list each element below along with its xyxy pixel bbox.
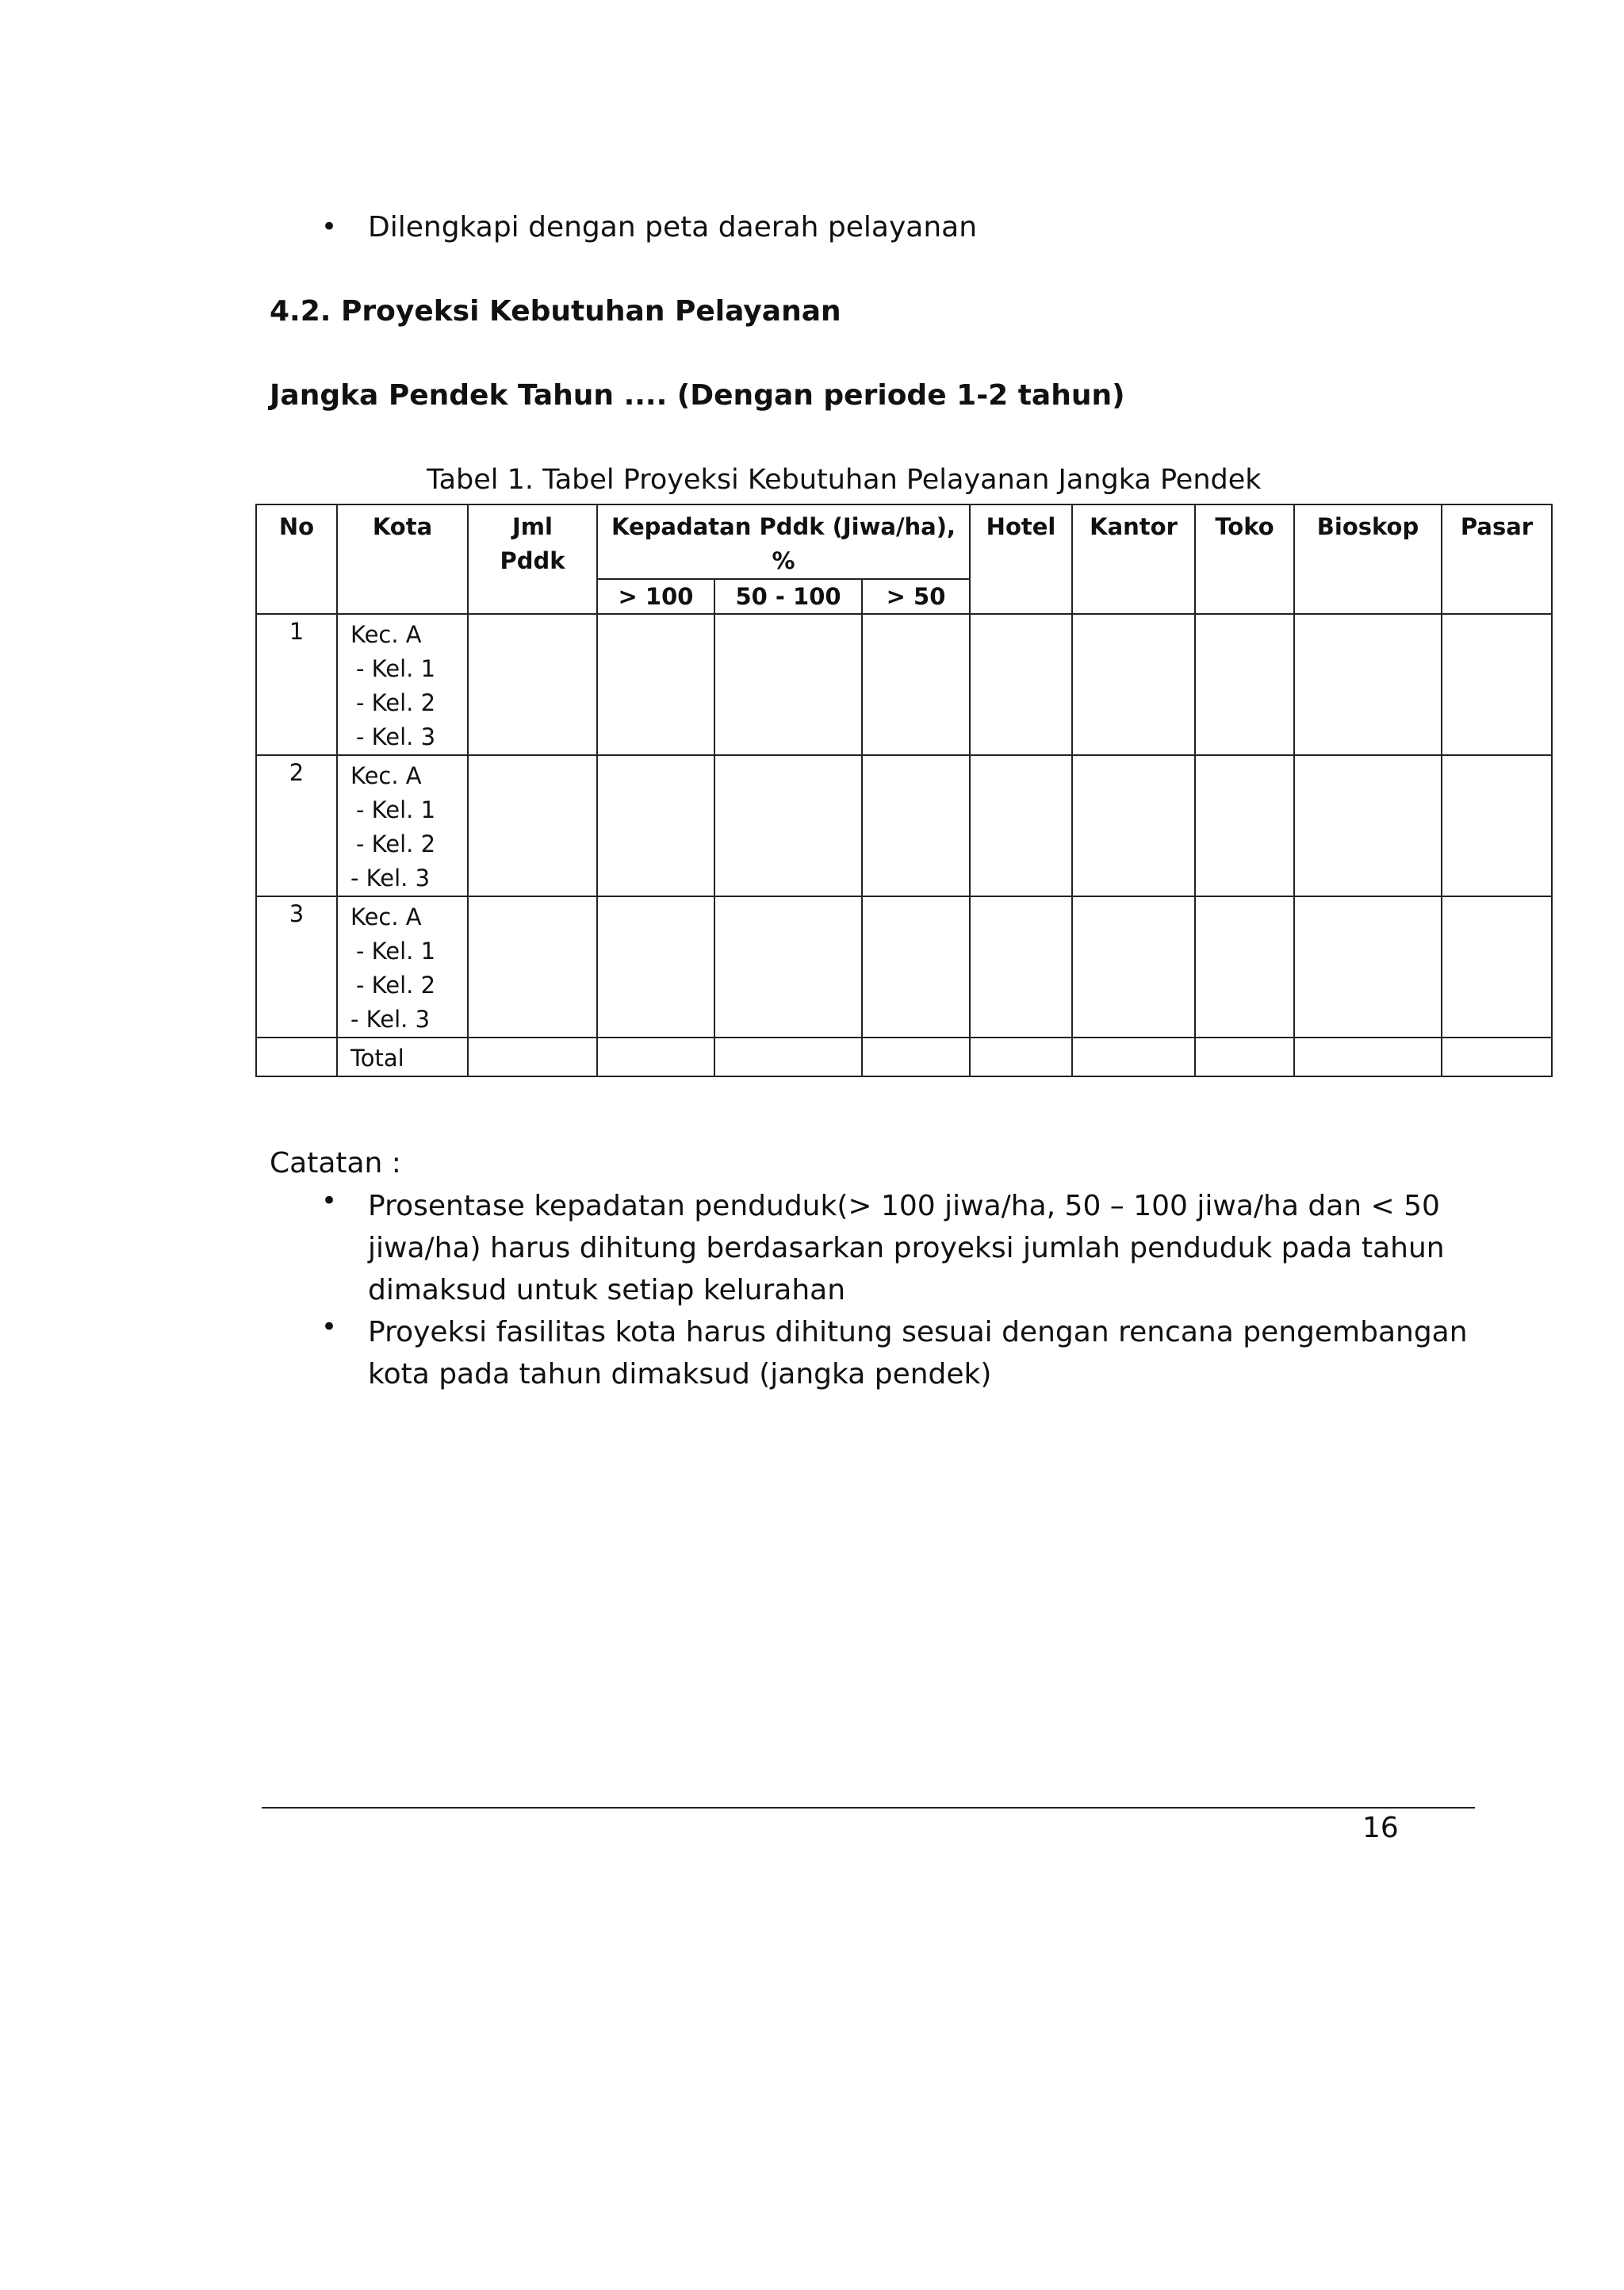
cell-gt50 [862, 755, 970, 896]
total-row [256, 1038, 1552, 1076]
bullet-icon: • [321, 1185, 338, 1217]
cell-gt50 [862, 896, 970, 1038]
notes-bullet-2-line: Proyeksi fasilitas kota harus dihitung sesuai dengan rencana pengembangan [368, 1316, 1468, 1348]
cell-pasar [1442, 896, 1552, 1038]
kota-line: Kec. A [350, 762, 422, 789]
cell-bioskop [1294, 896, 1442, 1038]
cell-hotel [970, 1038, 1072, 1076]
cell-hotel [970, 896, 1072, 1038]
notes-bullet-2-line: kota pada tahun dimaksud (jangka pendek) [368, 1358, 992, 1390]
subheader-gt100: > 100 [597, 579, 714, 614]
col-header-jml-line1: Jml [512, 513, 553, 540]
notes-bullet-2 [368, 1311, 1494, 1395]
cell-kantor [1072, 896, 1195, 1038]
kota-line: - Kel. 1 [356, 655, 436, 682]
cell-toko [1195, 755, 1294, 896]
cell-50-100 [714, 896, 862, 1038]
cell-bioskop [1294, 1038, 1442, 1076]
page-number: 16 [1362, 1812, 1399, 1844]
total-label: Total [337, 1038, 468, 1076]
subheader-50-100: 50 - 100 [714, 579, 862, 614]
kota-line: Kec. A [350, 903, 422, 930]
cell-jml [468, 896, 597, 1038]
kota-line: Kec. A [350, 621, 422, 648]
cell-jml [468, 755, 597, 896]
cell-toko [1195, 614, 1294, 755]
col-header-bioskop: Bioskop [1294, 504, 1442, 614]
cell-toko [1195, 896, 1294, 1038]
col-header-no: No [256, 504, 337, 614]
notes-bullet-1 [368, 1185, 1494, 1311]
kota-line: - Kel. 3 [356, 723, 436, 750]
section-heading: 4.2. Proyeksi Kebutuhan Pelayanan [270, 295, 841, 328]
row-kota [337, 614, 468, 755]
col-header-kantor: Kantor [1072, 504, 1195, 614]
projection-table [255, 504, 1553, 1077]
kota-line: - Kel. 2 [356, 689, 436, 716]
table-row [256, 614, 1552, 755]
notes-bullet-1-line: dimaksud untuk setiap kelurahan [368, 1274, 846, 1306]
cell-kantor [1072, 614, 1195, 755]
row-kota [337, 896, 468, 1038]
col-header-kepadatan-line2: % [772, 547, 795, 574]
cell-pasar [1442, 1038, 1552, 1076]
col-header-hotel: Hotel [970, 504, 1072, 614]
bullet-icon: • [321, 1311, 338, 1343]
total-no-cell [256, 1038, 337, 1076]
notes-label: Catatan : [270, 1147, 401, 1180]
top-bullet-text: Dilengkapi dengan peta daerah pelayanan [368, 211, 978, 244]
row-no: 3 [256, 896, 337, 1038]
cell-gt50 [862, 614, 970, 755]
cell-50-100 [714, 614, 862, 755]
kota-line: - Kel. 2 [356, 830, 436, 857]
cell-kantor [1072, 755, 1195, 896]
cell-toko [1195, 1038, 1294, 1076]
table-row [256, 755, 1552, 896]
cell-hotel [970, 614, 1072, 755]
kota-line: - Kel. 3 [350, 865, 431, 892]
cell-gt50 [862, 1038, 970, 1076]
col-header-pasar: Pasar [1442, 504, 1552, 614]
notes-bullet-1-line: jiwa/ha) harus dihitung berdasarkan proyeksi jumlah penduduk pada tahun [368, 1232, 1445, 1264]
kota-line: - Kel. 3 [350, 1006, 431, 1033]
cell-gt100 [597, 614, 714, 755]
row-no: 1 [256, 614, 337, 755]
cell-jml [468, 614, 597, 755]
col-header-jml-pddk [468, 504, 597, 614]
table-row [256, 896, 1552, 1038]
bullet-icon: • [321, 211, 338, 243]
row-kota [337, 755, 468, 896]
kota-line: - Kel. 1 [356, 796, 436, 823]
cell-bioskop [1294, 755, 1442, 896]
col-header-jml-line2: Pddk [500, 547, 565, 574]
cell-gt100 [597, 896, 714, 1038]
cell-hotel [970, 755, 1072, 896]
cell-50-100 [714, 755, 862, 896]
cell-pasar [1442, 614, 1552, 755]
footer-divider [262, 1807, 1475, 1809]
kota-line: - Kel. 2 [356, 972, 436, 999]
header-row [256, 504, 1552, 579]
notes-bullet-1-line: Prosentase kepadatan penduduk(> 100 jiwa/ha, 50 – 100 jiwa/ha dan < 50 [368, 1190, 1440, 1222]
cell-kantor [1072, 1038, 1195, 1076]
row-no: 2 [256, 755, 337, 896]
cell-jml [468, 1038, 597, 1076]
cell-gt100 [597, 755, 714, 896]
subheader-gt50: > 50 [862, 579, 970, 614]
cell-50-100 [714, 1038, 862, 1076]
col-header-kepadatan-line1: Kepadatan Pddk (Jiwa/ha), [611, 513, 956, 540]
cell-bioskop [1294, 614, 1442, 755]
sub-heading: Jangka Pendek Tahun .... (Dengan periode 1-2 tahun) [270, 379, 1125, 412]
cell-pasar [1442, 755, 1552, 896]
kota-line: - Kel. 1 [356, 938, 436, 965]
col-header-kepadatan [597, 504, 970, 579]
col-header-kota: Kota [337, 504, 468, 614]
table-caption: Tabel 1. Tabel Proyeksi Kebutuhan Pelayanan Jangka Pendek [427, 464, 1262, 496]
cell-gt100 [597, 1038, 714, 1076]
col-header-toko: Toko [1195, 504, 1294, 614]
